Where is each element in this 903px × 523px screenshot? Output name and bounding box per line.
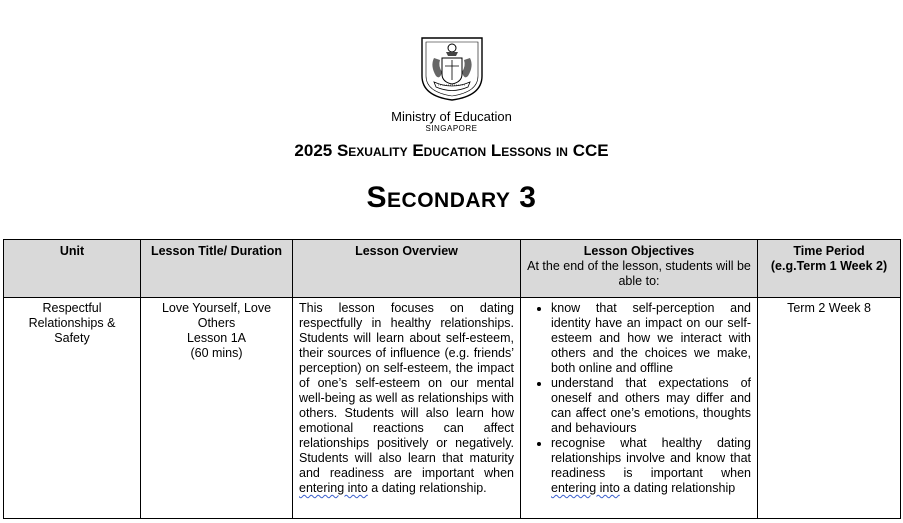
ministry-country: SINGAPORE [425,124,478,133]
column-header-lesson-title: Lesson Title/ Duration [141,240,293,298]
objective-item: • understand that expectations of oneself and others may differ and can affect one’s emotions, thoughts and behaviours [551,376,751,436]
overview-grammar-flag: entering into [299,481,368,495]
table-row [4,298,901,519]
column-header-time-period: Time Period (e.g.Term 1 Week 2) [758,240,901,298]
column-header-overview: Lesson Overview [293,240,521,298]
objectives-cell [521,298,758,519]
lesson-duration: (60 mins) [190,346,243,360]
lessons-table [3,239,901,519]
column-header-objectives: Lesson Objectives At the end of the lesson, students will be able to: [521,240,758,298]
objectives-subheading: At the end of the lesson, students will be able to: [527,259,751,288]
moe-crest-logo [420,36,484,102]
time-period-example: (e.g.Term 1 Week 2) [770,259,888,273]
objective-grammar-flag: entering into [551,481,620,495]
time-period-cell: Term 2 Week 8 [758,298,901,519]
objective-item: • know that self-perception and identity have an impact on our self-esteem and how we interact with others and the choices we make, both online and offline [551,301,751,376]
lesson-name: Love Yourself, Love Others [161,301,272,330]
ministry-name: Ministry of Education [391,109,512,124]
level-heading: Secondary 3 [366,181,537,214]
lesson-title-cell [141,298,293,519]
objective-item: • recognise what healthy dating relationships involve and know that readiness is important when entering into a dating relationship [551,436,751,496]
overview-cell: This lesson focuses on dating respectfully in healthy relationships. Students will learn about self-esteem, their sources of influence (e.g. friends’ perception) on self-esteem, the impact of one’s self-esteem on our mental well-being as well as relationships with others. Students will also learn how emotional reactions can affect relationships positively or negatively. Students will also learn that maturity and readiness are important when entering into a dating relationship. [293,298,521,519]
unit-cell: Respectful Relationships & Safety [4,298,141,519]
lesson-code: Lesson 1A [186,331,247,345]
table-header-row [4,240,901,298]
column-header-unit: Unit [4,240,141,298]
document-title: 2025 Sexuality Education Lessons in CCE [294,141,609,160]
